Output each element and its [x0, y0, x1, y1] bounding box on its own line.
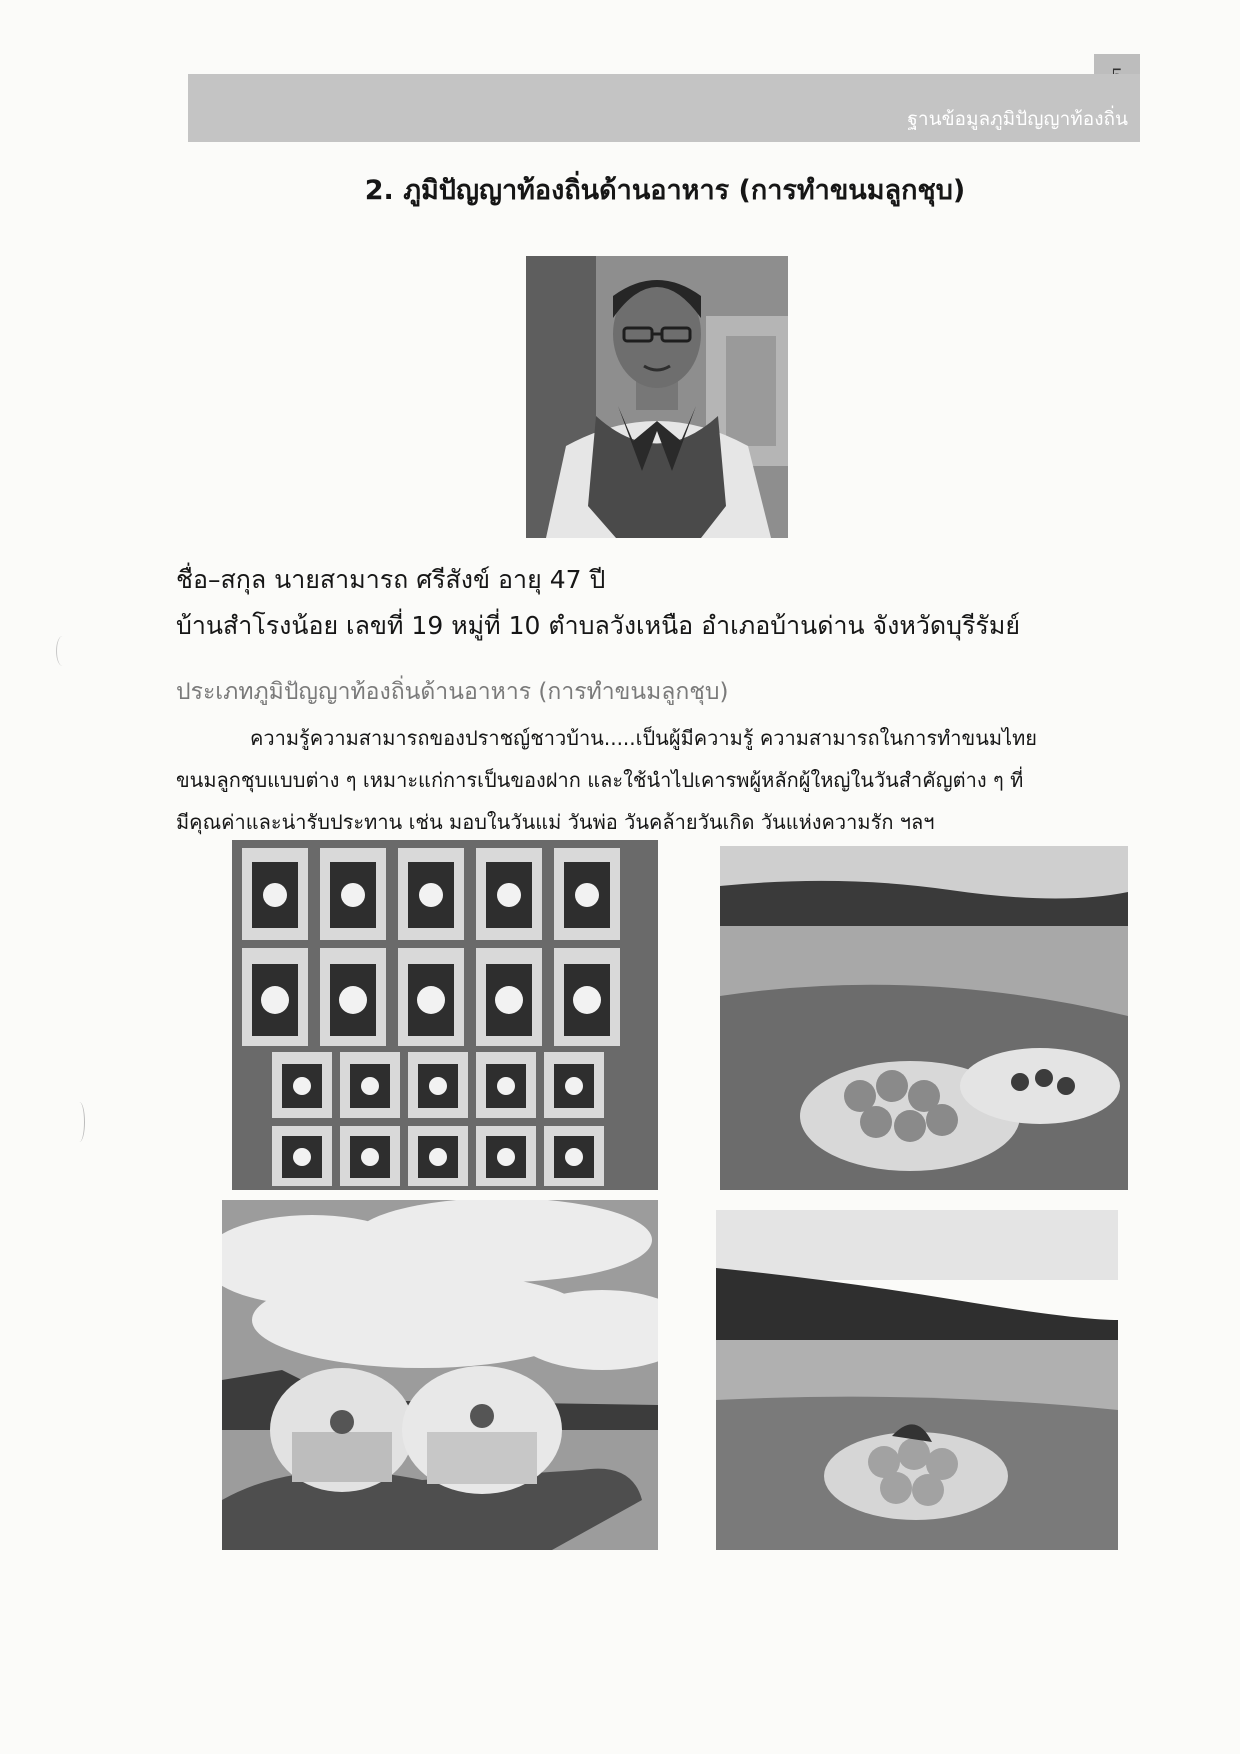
page-title: 2. ภูมิปัญญาท้องถิ่นด้านอาหาร (การทำขนมลูกชุบ): [364, 175, 966, 206]
hand-dessert-cups-photo: [222, 1200, 658, 1550]
scan-artifact: [56, 636, 69, 666]
paragraph-line: มีคุณค่าและน่ารับประทาน เช่น มอบในวันแม่ วันพ่อ วันคล้ายวันเกิด วันแห่งความรัก ฯลฯ: [176, 810, 935, 834]
section-heading: ประเภทภูมิปัญญาท้องถิ่นด้านอาหาร (การทำขนมลูกชุบ): [176, 679, 729, 705]
running-title: ฐานข้อมูลภูมิปัญญาท้องถิ่น: [907, 108, 1128, 130]
header-bar: [188, 74, 1140, 142]
paragraph-line: ความรู้ความสามารถของปราชญ์ชาวบ้าน.....เป็นผู้มีความรู้ ความสามารถในการทำขนมไทย: [250, 726, 1038, 750]
person-address-line: บ้านสำโรงน้อย เลขที่ 19 หมู่ที่ 10 ตำบลวังเหนือ อำเภอบ้านด่าน จังหวัดบุรีรัมย์: [176, 611, 1020, 640]
person-name-line: ชื่อ–สกุล นายสามารถ ศรีสังข์ อายุ 47 ปี: [176, 565, 606, 594]
scan-artifact: [74, 1102, 85, 1142]
riverside-desserts-photo: [720, 846, 1128, 1190]
paragraph-line: ขนมลูกชุบแบบต่าง ๆ เหมาะแก่การเป็นของฝาก และใช้นำไปเคารพผู้หลักผู้ใหญ่ในวันสำคัญต่าง ๆ ที่: [176, 768, 1024, 792]
river-dessert-plate-photo: [716, 1210, 1118, 1550]
portrait-photo: [526, 256, 788, 538]
dessert-boxes-photo: [232, 840, 658, 1190]
